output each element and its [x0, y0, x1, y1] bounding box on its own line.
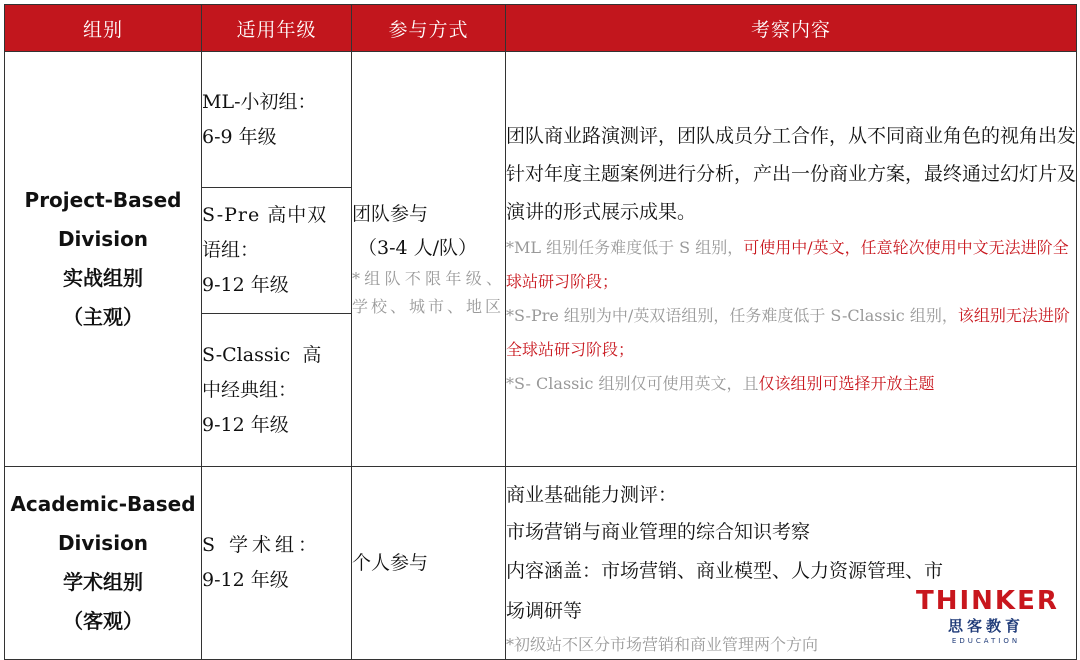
- academic-content-3: 内容涵盖：市场营销、商业模型、人力资源管理、市场调研等: [506, 560, 944, 622]
- subgroup-academic-name: S 学术组：: [202, 534, 322, 556]
- logo-en: EDUCATION: [951, 637, 1021, 645]
- subgroup-s-classic-name-2: 中经典组：: [202, 378, 298, 401]
- note-s-classic: *S- Classic 组别仅可使用英文，且仅该组别可选择开放主题: [506, 374, 935, 393]
- subgroup-academic-grade: 9-12 年级: [202, 569, 289, 591]
- subgroup-s-classic-cell: [202, 314, 352, 467]
- subgroup-ml-cell: [202, 52, 352, 188]
- academic-content-1: 商业基础能力测评：: [506, 484, 678, 506]
- thinker-logo: [916, 586, 1059, 656]
- header-grade: 适用年级: [202, 5, 352, 52]
- project-mode-cell: [352, 52, 506, 467]
- competition-table: [4, 4, 1077, 660]
- subgroup-ml-grade: 6-9 年级: [202, 125, 277, 148]
- subgroup-ml-name: ML-小初组：: [202, 90, 317, 113]
- academic-division-cell: [5, 467, 202, 660]
- header-row: [5, 5, 1077, 52]
- subgroup-s-classic-grade: 9-12 年级: [202, 413, 289, 436]
- division-name-en-1: Academic-Based: [10, 492, 196, 516]
- division-name-en-1: Project-Based: [24, 188, 182, 212]
- project-row-1: [5, 52, 1077, 188]
- project-content-main: 团队商业路演测评，团队成员分工合作，从不同商业角色的视角出发针对年度主题案例进行分析，产出一份商业方案，最终通过幻灯片及演讲的形式展示成果。: [506, 125, 1077, 223]
- subgroup-s-classic-name-1: S-Classic 高: [202, 343, 322, 366]
- logo-cn: 思客教育: [947, 617, 1024, 635]
- mode-individual: 个人参与: [352, 552, 429, 574]
- logo-word: THINKER: [916, 586, 1059, 616]
- subgroup-academic-cell: [202, 467, 352, 660]
- project-content-cell: [506, 52, 1077, 467]
- note-ml: *ML 组别任务难度低于 S 组别，可使用中/英文，任意轮次使用中文无法进阶全球站研习阶段；: [506, 238, 1069, 291]
- note-s-pre: *S-Pre 组别为中/英双语组别，任务难度低于 S-Classic 组别，该组别无法进阶全球站研习阶段；: [506, 306, 1070, 359]
- project-division-cell: [5, 52, 202, 467]
- division-name-en-2: Division: [57, 531, 149, 555]
- subgroup-s-pre-name-2: 语组：: [202, 239, 260, 261]
- subgroup-s-pre-cell: [202, 188, 352, 314]
- mode-team-size: （3-4 人/队）: [358, 237, 478, 259]
- subgroup-s-pre-name-1: S-Pre 高中双: [202, 204, 328, 226]
- header-mode: 参与方式: [352, 5, 506, 52]
- academic-note: *初级站不区分市场营销和商业管理两个方向: [506, 635, 819, 654]
- header-group: 组别: [5, 5, 202, 52]
- division-name-en-2: Division: [57, 227, 149, 251]
- division-type: （主观）: [63, 305, 143, 329]
- division-name-cn: 实战组别: [63, 266, 143, 290]
- mode-team-note: *组队不限年级、学校、城市、地区: [352, 269, 505, 316]
- division-name-cn: 学术组别: [63, 570, 143, 594]
- academic-mode-cell: [352, 467, 506, 660]
- academic-content-2: 市场营销与商业管理的综合知识考察: [506, 521, 811, 543]
- subgroup-s-pre-grade: 9-12 年级: [202, 274, 289, 296]
- division-type: （客观）: [63, 609, 143, 633]
- mode-team: 团队参与: [352, 203, 429, 225]
- header-content: 考察内容: [506, 5, 1077, 52]
